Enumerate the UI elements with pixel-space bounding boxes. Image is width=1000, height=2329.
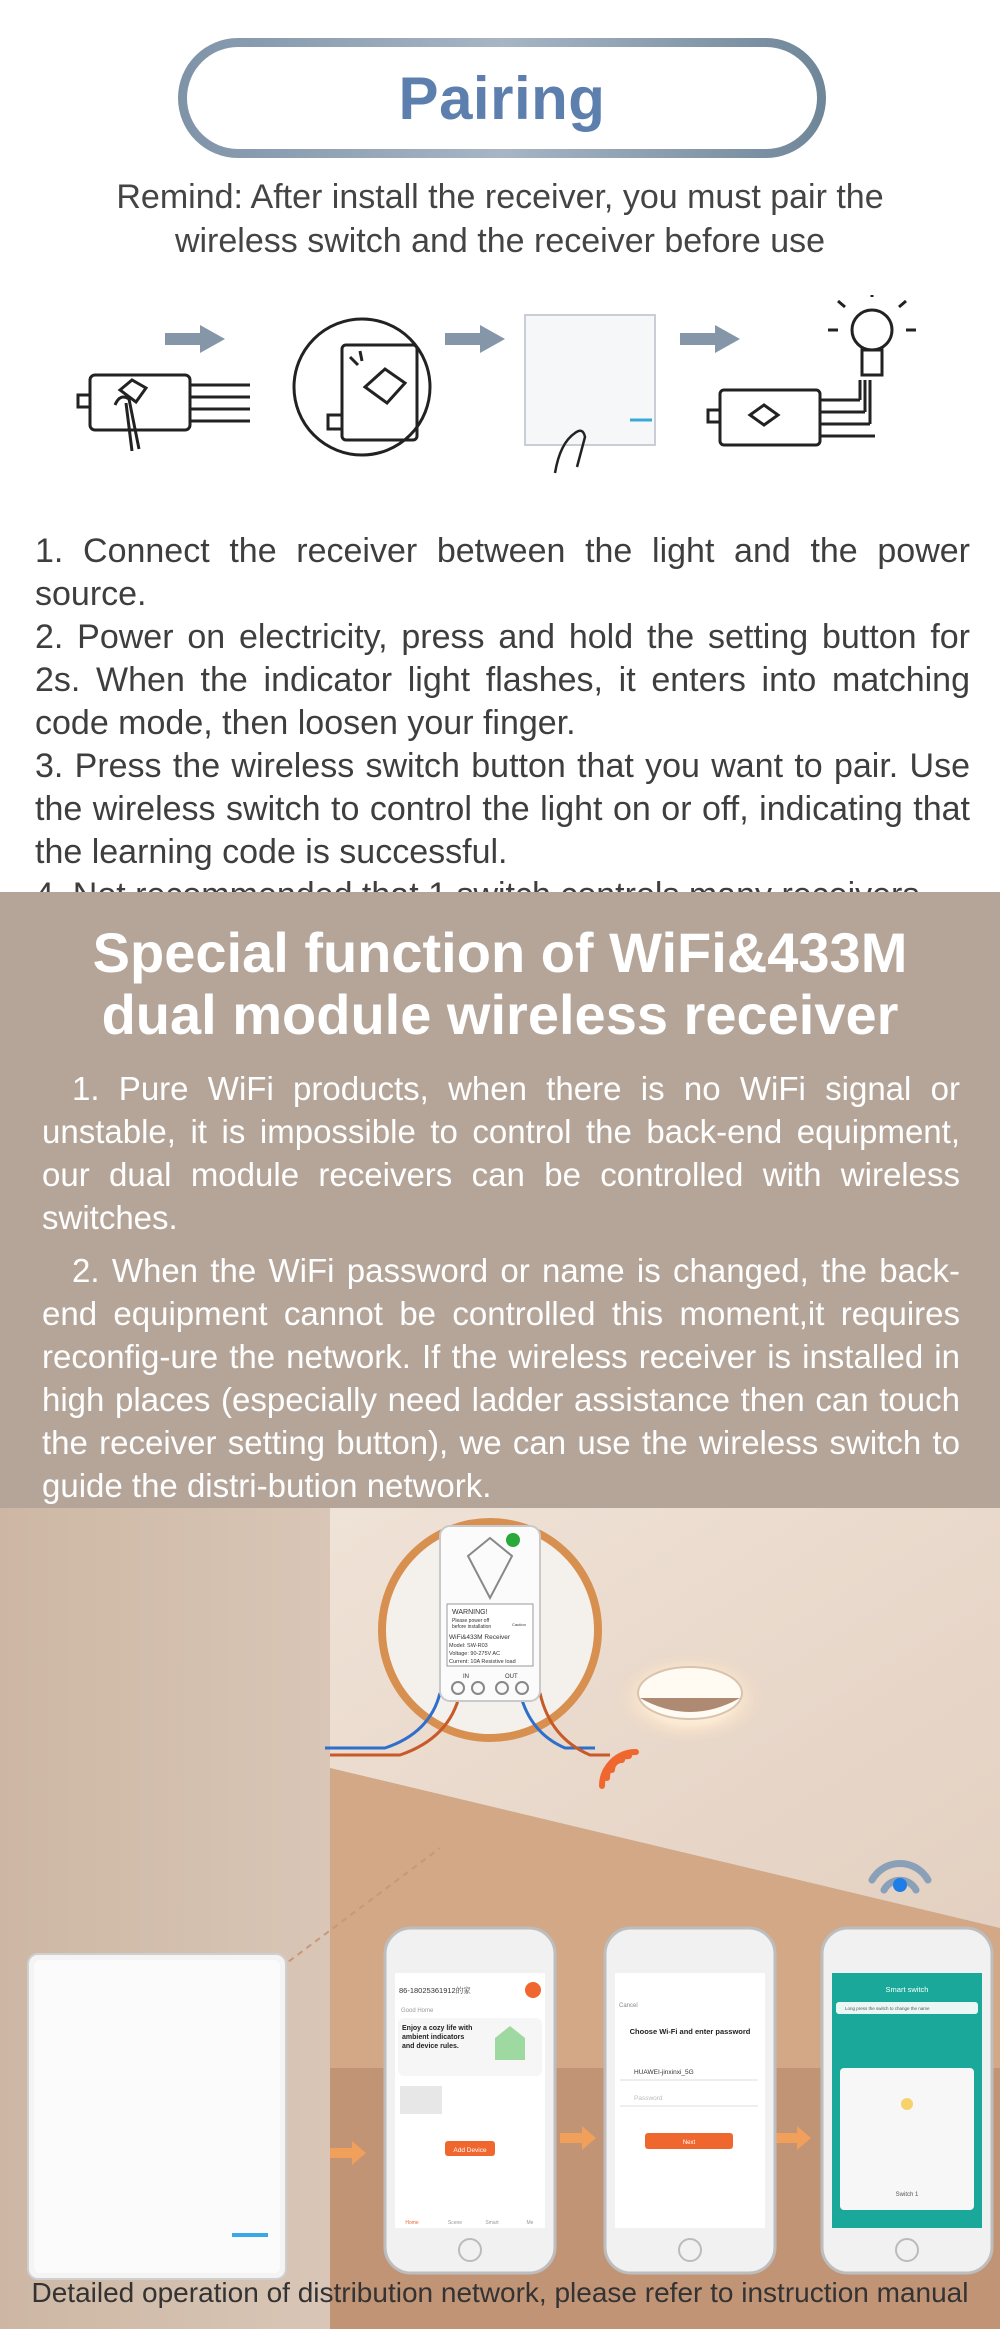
special-para-2: 2. When the WiFi password or name is changed, the back-end equipment cannot be controlled this moment,it requires reconfig-ure the network. If the wireless receiver is installed in high places (especially need ladder assistance then can touch the receiver setting button), we can use the wireless switch to guide the distri-bution network. (42, 1252, 960, 1504)
remind-line-2: wireless switch and the receiver before use (174, 222, 826, 260)
special-para-1: 1. Pure WiFi products, when there is no WiFi signal or unstable, it is impossible to control the back-end equipment, our dual module receivers can be controlled with wireless switches. (42, 1070, 960, 1236)
pairing-title-pill (178, 38, 826, 158)
phone1-nav-me: Me (526, 2220, 534, 2226)
remind-line-1: Remind: After install the receiver, you must pair the (116, 178, 884, 216)
remind-text (60, 175, 940, 263)
special-title (0, 922, 1000, 1046)
receiver-warn-sub1: Please power off (452, 1618, 490, 1624)
phone2-title: Choose Wi-Fi and enter password (629, 2027, 751, 2036)
phone1-nav-smart: Smart (485, 2220, 499, 2226)
phone3-title: Smart switch (885, 1985, 929, 1994)
pairing-diagram (60, 295, 940, 485)
step-2: 2. Power on electricity, press and hold the setting button for 2s. When the indicator light flashes, it enters into matching code mode, then loosen your finger. (35, 618, 970, 742)
step-1: 1. Connect the receiver between the light and the power source. (35, 532, 970, 613)
wireless-wall-switch (28, 1954, 286, 2279)
phone1-card-small: Good Home (401, 2008, 434, 2014)
pairing-steps (35, 530, 970, 917)
receiver-voltage: Voltage: 90-275V AC (449, 1651, 501, 1657)
phone2-wifi-name: HUAWEI-jinxinxi_5G (634, 2069, 694, 2076)
phone2-cancel: Cancel (619, 2003, 638, 2009)
special-body (42, 1067, 960, 1517)
phone1-card-line3: and device rules. (402, 2043, 459, 2050)
phone3-switch-label: Switch 1 (895, 2192, 919, 2198)
phone3-notice: Long press the switch to change the name (845, 2006, 930, 2011)
receiver-press-illustration (78, 375, 250, 451)
receiver-warn-sub2: before installation (452, 1624, 492, 1630)
zoom-receiver-illustration (294, 319, 430, 455)
usage-scene (0, 1508, 1000, 2329)
receiver-current: Current: 10A Resistive load (449, 1659, 516, 1665)
receiver-bulb-illustration (708, 295, 916, 445)
special-function-section (0, 892, 1000, 1508)
receiver-name: WiFi&433M Receiver (449, 1634, 511, 1641)
phone1-header: 86-18025361912的家 (399, 1986, 471, 1995)
arrow-1 (165, 325, 225, 353)
special-title-line-2: dual module wireless receiver (101, 983, 899, 1046)
phone-2 (605, 1928, 775, 2273)
special-title-line-1: Special function of WiFi&433M (92, 921, 908, 984)
step-3: 3. Press the wireless switch button that you want to pair. Use the wireless switch to control the light on or off, indicating that the learning code is successful. (35, 747, 970, 871)
wall-switch-illustration (525, 315, 655, 473)
footer-note: Detailed operation of distribution network, please refer to instruction manual (31, 2277, 969, 2308)
phone-1 (385, 1928, 555, 2273)
receiver-warning: WARNING! (452, 1609, 488, 1616)
arrow-3 (680, 325, 740, 353)
phone1-nav-home: Home (405, 2220, 419, 2226)
phone1-card-line1: Enjoy a cozy life with (402, 2025, 473, 2032)
phone1-card-line2: ambient indicators (402, 2034, 465, 2041)
phone2-next-button: Next (682, 2140, 696, 2146)
phone-3 (822, 1928, 992, 2273)
phone1-add-device-button: Add Device (453, 2147, 487, 2154)
ceiling-lamp (615, 1653, 765, 1743)
arrow-2 (445, 325, 505, 353)
receiver-in: IN (463, 1674, 469, 1680)
phone1-nav-scene: Scene (447, 2220, 463, 2226)
pairing-title: Pairing (398, 64, 606, 132)
phone2-password: Password (634, 2095, 663, 2102)
receiver-out: OUT (505, 1674, 518, 1680)
receiver-model: Model: SW-R03 (449, 1643, 488, 1649)
receiver-caution: Caution (512, 1622, 526, 1627)
